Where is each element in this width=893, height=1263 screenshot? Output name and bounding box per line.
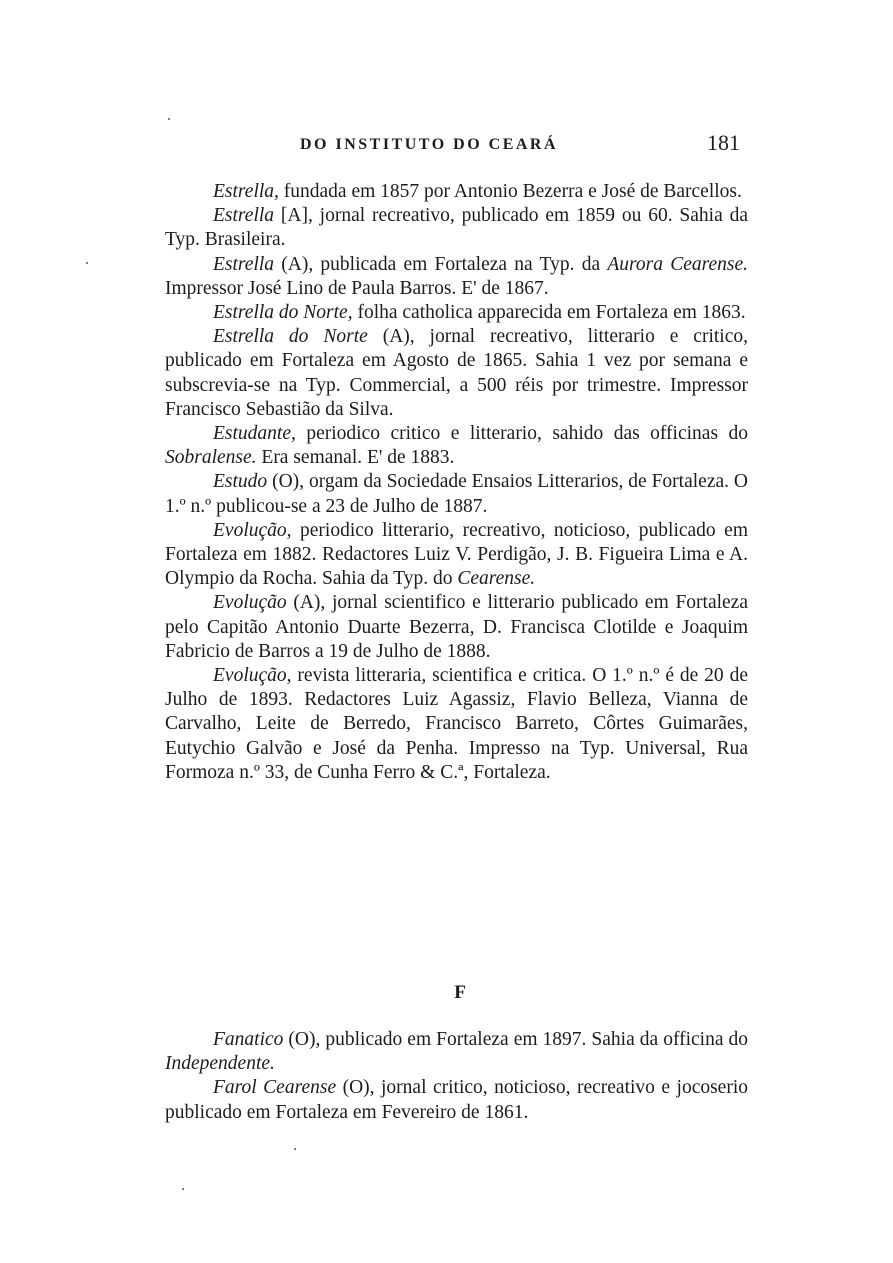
entry — [165, 180, 748, 204]
entry-text: revista litteraria, scientifica e critica. O 1.º n.º é de 20 de Julho de 1893. Redactores Luiz Agassiz, Flavio Belleza, Vianna de Carvalho, Leite de Berredo, Francisco Barreto, Côrtes Guimarães, Eutychio Galvão e José da Penha. Impresso na Typ. Universal, Rua Formoza n.º 33, de Cunha Ferro & C.ª, Fortaleza. — [165, 665, 748, 783]
entries-e-section — [165, 180, 748, 785]
entry — [165, 325, 748, 422]
running-header — [300, 130, 760, 155]
entry-title-secondary: Aurora Cearense. — [607, 253, 749, 275]
entry-title-secondary: Independente. — [165, 1053, 275, 1075]
entry-title: Evolução, — [213, 519, 292, 541]
entry — [165, 422, 748, 470]
entry-text: (A), publicada em Fortaleza na Typ. da — [274, 253, 608, 275]
entry-text-secondary: Impressor José Lino de Paula Barros. E' de 1867. — [165, 277, 549, 299]
entry-text: (O), jornal critico, noticioso, recreativo e jocoserio publicado em Fortaleza em Fevereiro de 1861. — [165, 1077, 749, 1123]
entries-f-section — [165, 1028, 748, 1125]
entry-title: Estudante, — [213, 423, 296, 445]
page-number: 181 — [707, 130, 740, 155]
entry-title: Estrella do Norte, — [213, 302, 353, 324]
entry-title-secondary: Sobralense. — [165, 447, 257, 469]
entry — [165, 591, 748, 664]
entry — [165, 470, 748, 518]
entry-text: (A), jornal recreativo, litterario e critico, publicado em Fortaleza em Agosto de 1865. Sahia 1 vez por semana e subscrevia-se na Typ. Commercial, a 500 réis por trimestre. Impressor Francisco Sebastião da Silva. — [165, 326, 748, 420]
print-speck — [86, 262, 88, 264]
entry-title: Estrella — [213, 253, 275, 275]
entry — [165, 301, 748, 325]
print-speck — [294, 1148, 296, 1150]
entry-text: (O), publicado em Fortaleza em 1897. Sahia da officina do — [283, 1029, 748, 1050]
entry-title: Evolução — [213, 592, 287, 614]
entry-title: Estrella — [213, 205, 275, 227]
print-speck — [182, 1188, 184, 1190]
entry — [165, 1076, 748, 1124]
entry-title: Estrella, — [213, 181, 279, 202]
section-letter-heading: F — [454, 982, 466, 1003]
entry-title: Estrella do Norte — [213, 326, 368, 348]
entry — [165, 664, 748, 785]
entry-text: (O), orgam da Sociedade Ensaios Litterarios, de Fortaleza. O 1.º n.º publicou-se a 23 de Julho de 1887. — [165, 471, 748, 517]
entry — [165, 253, 748, 301]
print-speck — [168, 118, 170, 120]
entry-title: Evolução, — [213, 665, 292, 687]
entry — [165, 1028, 748, 1076]
entry-text-secondary: Era semanal. E' de 1883. — [256, 447, 455, 469]
entry-text: (A), jornal scientifico e litterario publicado em Fortaleza pelo Capitão Antonio Duarte Bezerra, D. Francisca Clotilde e Joaquim Fabricio de Barros a 19 de Julho de 1888. — [165, 592, 748, 662]
entry — [165, 204, 748, 252]
entry-title-secondary: Cearense. — [457, 568, 536, 590]
entry-title: Farol Cearense — [213, 1077, 337, 1099]
entry-text: [A], jornal recreativo, publicado em 1859 ou 60. Sahia da Typ. Brasileira. — [165, 205, 748, 251]
running-title: DO INSTITUTO DO CEARÁ — [300, 136, 559, 153]
entry-text: periodico litterario, recreativo, noticioso, publicado em Fortaleza em 1882. Redactores Luiz V. Perdigão, J. B. Figueira Lima e A. Olympio da Rocha. Sahia da Typ. do — [165, 519, 748, 590]
entry-title: Estudo — [213, 471, 268, 493]
entry-title: Fanatico — [213, 1029, 284, 1050]
entry-text: folha catholica apparecida em Fortaleza em 1863. — [352, 302, 746, 324]
entry — [165, 519, 748, 592]
entry-text: fundada em 1857 por Antonio Bezerra e José de Barcellos. — [278, 181, 742, 202]
entry-text: periodico critico e litterario, sahido das officinas do — [295, 423, 748, 445]
